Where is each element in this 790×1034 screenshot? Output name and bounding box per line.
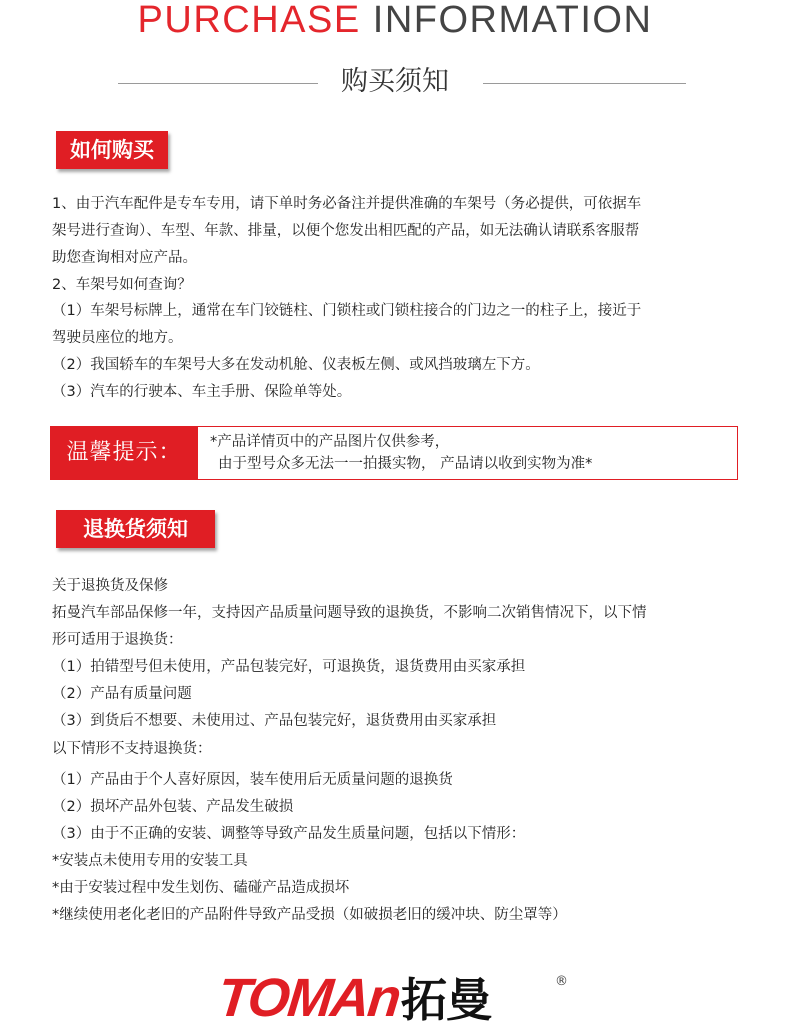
how-line: 2、车架号如何查询？ xyxy=(52,277,192,293)
how-line: 1、由于汽车配件是专车专用，请下单时务必备注并提供准确的车架号（务必提供，可依据车 xyxy=(52,196,642,212)
section-tag-how-to-buy: 如何购买 xyxy=(56,131,168,169)
return-line: （3）由于不正确的安装、调整等导致产品发生质量问题，包括以下情形： xyxy=(52,826,526,842)
how-line: 驾驶员座位的地方。 xyxy=(52,330,183,346)
tip-line: *产品详情页中的产品图片仅供参考， xyxy=(210,434,450,450)
tip-line: 由于型号众多无法一一拍摄实物， 产品请以收到实物为准* xyxy=(218,456,593,472)
how-line: （3）汽车的行驶本、车主手册、保险单等处。 xyxy=(52,384,352,400)
logo-wordmark: TOMAn xyxy=(214,968,403,1028)
return-line: 关于退换货及保修 xyxy=(52,578,168,594)
how-line: （1）车架号标牌上，通常在车门铰链柱、门锁柱或门锁柱接合的门边之一的柱子上，接近于 xyxy=(52,303,642,319)
how-line: （2）我国轿车的车架号大多在发动机舱、仪表板左侧、或风挡玻璃左下方。 xyxy=(52,357,540,373)
return-line: 以下情形不支持退换货： xyxy=(52,741,212,757)
brand-logo xyxy=(214,968,491,1028)
title-information: INFORMATION xyxy=(372,0,653,41)
return-line: *由于安装过程中发生划伤、磕碰产品造成损坏 xyxy=(52,880,350,896)
registered-mark: ® xyxy=(555,974,568,989)
return-line: 拓曼汽车部品保修一年，支持因产品质量问题导致的退换货，不影响二次销售情况下，以下情 xyxy=(52,605,647,621)
how-line: 架号进行查询）、车型、年款、排量，以便个您发出相匹配的产品，如无法确认请联系客服帮 xyxy=(52,223,640,239)
page-title xyxy=(0,0,790,42)
how-line: 助您查询相对应产品。 xyxy=(52,250,197,266)
return-line: （1）产品由于个人喜好原因，装车使用后无质量问题的退换货 xyxy=(52,772,453,788)
return-line: （2）损坏产品外包装、产品发生破损 xyxy=(52,799,294,815)
return-line: （3）到货后不想要、未使用过、产品包装完好，退货费用由买家承担 xyxy=(52,713,497,729)
return-line: （2）产品有质量问题 xyxy=(52,686,192,702)
return-line: *安装点未使用专用的安装工具 xyxy=(52,853,248,869)
tip-label: 温馨提示： xyxy=(50,426,198,480)
title-purchase: PURCHASE xyxy=(137,0,361,41)
page-subtitle: 购买须知 xyxy=(341,66,449,97)
return-line: （1）拍错型号但未使用，产品包装完好，可退换货，退货费用由买家承担 xyxy=(52,659,526,675)
return-line: *继续使用老化老旧的产品附件导致产品受损（如破损老旧的缓冲块、防尘罩等） xyxy=(52,907,567,923)
return-line: 形可适用于退换货： xyxy=(52,632,183,648)
logo-chinese: 拓曼 xyxy=(400,973,491,1027)
section-tag-return-policy: 退换货须知 xyxy=(56,510,215,548)
